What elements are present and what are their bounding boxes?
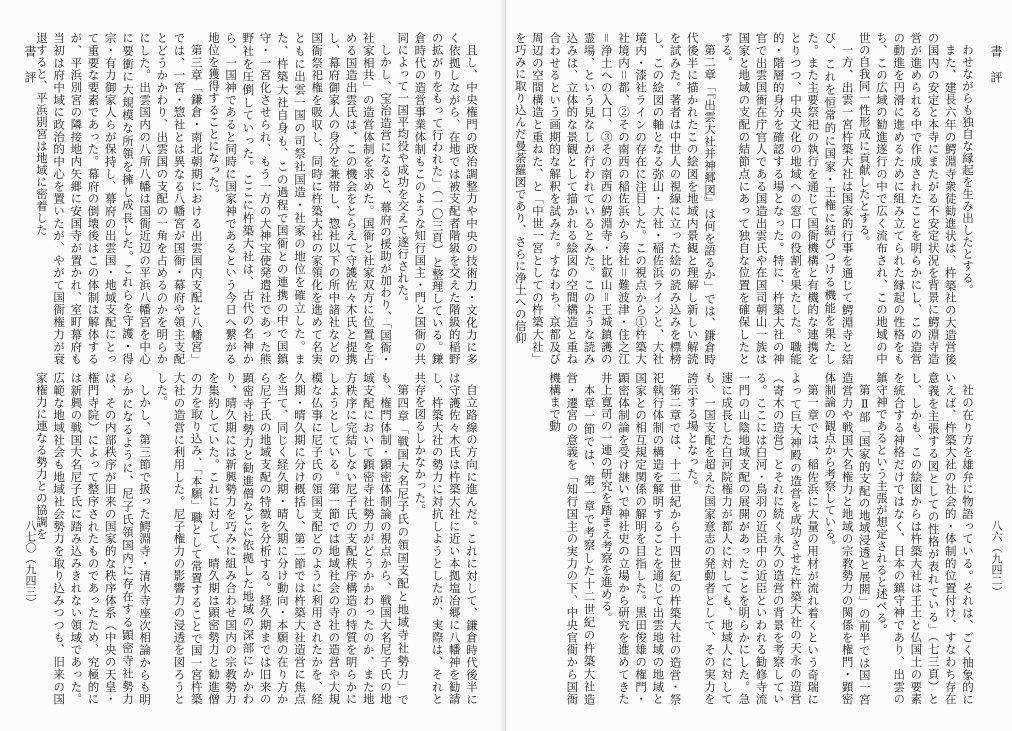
right-page — [506, 0, 1012, 731]
paragraph: 第二章「『出雲大社并神郷図』は何を語るか」では、鎌倉時代後半に描かれたこの絵図を地域内景観と理解し新しい解読を試みた。著者は中世人の視線に立った絵の読み込みを標榜し、この絵図の軸となる弥山・大社・稲佐浜ラインと、大社境内・漆社ラインの存在に注目した。この視点から①杵築大社境内＝都、②その南西の稲佐浜から湊社＝難波津・住之江＝浄土への入口、③その南西の鰐淵寺・比叡山＝王城鎮護の霊場、という見なしが行われているとみた。このような読み込みは、立体的な景観として描かれる絵図の空間構造と重ね合わせるという画期的な解釈を試みた。すなわち、京都及び周辺の空間構造と重ねた、と「中世一宮としての杵築大社」を巧みに取り込んだ曼荼羅図であり、さらに浄土への信仰 — [513, 32, 717, 365]
right-lower-text-block — [548, 372, 976, 706]
paragraph: 一方、出雲一宮杵築大社は国家的行事を通じて鰐淵寺と結び、これを恒常的に国家・王権に結びつける機能を果たした。また主要祭祀の執行を通じて国衙機構と有機的な連携をとりつつ、中央文化の地域への窓口の役割を果たした。職能的・階層的身分を確認する場となった。特に、杵築大社の神官で出雲国衙在庁官人である国造出雲氏や在国司朝山一族は国家と地域の支配の結節点にあって独自な位置を確保したとする。 — [720, 32, 855, 365]
left-upper-text-block — [34, 32, 480, 366]
right-page-number: 八六（九四二） — [990, 520, 1003, 597]
paragraph: わせながらも独自な縁起を生み出したとする。 — [961, 43, 975, 296]
paragraph: 且し、中央権門の政治調整力や中央の技術力・文化力に多く依拠しながら、在地では被支配者階級を交えた階級的稲野の拡がりをもって行われた」（一〇三頁）と整理している。鎌倉時代の造営事業体制もこのような知行国主・門と国衙の共同によって一国平均役や成功を交えて遂行された。 — [396, 32, 479, 365]
right-running-header: 書評 — [989, 45, 1003, 97]
paragraph: しかし、第三節で扱った鰐淵寺・清水寺座次相論からも明らかになるように、尼子氏領国内に存在する顕密寺社勢力は、その内部秩序が旧来の国家的な秩序体系（中央の天皇・権門寺院）によって整序されたものであったため、究極的には新興の戦国大名尼子氏に踏み込みきれない領域であった。広範な地域社会も地域社会勢力を取り込みつつも、旧来の国家権力に連なる勢力との協調を — [34, 372, 153, 705]
left-running-header: 書評 — [23, 45, 37, 97]
paragraph: 本章一節では、第一章で考察した十二世紀の杵築大社造営・遷宮の意義を「知行国主の実力の下、中央官衙から国衙機構まで動 — [548, 372, 597, 705]
paragraph: 第Ⅱ部「国家的支配の地域浸透と展開」の前半では国一宮造営力や戦国大名権力と地域の宗教勢力の関係を権門・顕密体制論の観点から考察している。 — [823, 372, 872, 705]
right-upper-text-block — [513, 32, 976, 366]
paragraph: 第三章「鎌倉・南北朝期における出雲国内支配と八幡宮」では、一宮・惣社とは異なる八幡宮が国衙・幕府や領主支配とどうかかわり、出雲国の支配の一角を占めるのかを明らかにした。出雲国内の八所八幡は国衙近辺の平浜八幡宮を中心に要衝に大規模な所領を擁し成長した。これらを守護・得宗・有力御家人らが保持し、幕府の出雲国・地域支配にとって重要な要素であった。幕府の倒壊後はこの体制は解体するが、平浜別宮の隣接地内矢郷に安国寺が置かれ、室町幕府も当初は府中域に政治的中心を置いたが、やがて国衙権力が衰退すると、平浜別宮は地域に密着した — [34, 32, 204, 366]
left-page-number: 八七〇（九四三） — [24, 520, 37, 608]
paragraph: 第二章では、十二世紀から十四世紀の杵築大社の造営・祭祀執行体制の構造を解明することを通じて出雲地域の地域と国家との相互規定関係の解明を目指した。黒田俊雄の権門・顕密体制論を受け継いで神社史の立場から研究を進めてきた井上寛司の一連の研究を踏まえ考察を進める。 — [599, 372, 683, 706]
paragraph: 自立路線の方向に進んだ。これに対して、鎌倉時代後半には守護佐々木氏は杵築大社に近い本拠塩冶郷に八幡神を勧請し、杵築大社の勢力に対抗しようとしたが、実際は、それと共存を図るしかなかった。 — [413, 372, 479, 705]
paragraph: また、建長六年の鰐淵寺衆徒勧進状は、杵築社の大造営後の国内の安定と本寺にまたがる不安定状況を背景に鰐淵寺造営が進められる中で作成されたことを明らかにし、この造営の動進を円滑に進めるために組み立てられた縁起の性格をもち、この広域の勧進遂行の中で広く流布され、この地域の中世の自我同一性形成に貢献したとする。 — [857, 32, 958, 366]
paragraph: 第四章「戦国大名尼子氏の領国支配と地域寺社勢力」でも、権門体制・顕密体制論の視点から、戦国大名尼子氏の地域支配において顕密寺社勢力がどうかかわったのか、また地方秩序に完結しない尼子氏の支配秩序構造の特質を明らかにしようとしている。第一節では地域社会の寺社の造営や大規模な仏事に尼子氏の領国支配どのように利用されたかを、経久期・晴久期に分け概括し、第二節では杵築大社造営に焦点を当て、同じく経久期・晴久期に分け動向・本願の在り方から尼子氏の地域支配の特徴を分析する。経久期までは旧来の顕密寺社勢力と勧進僧などに依拠した地域の深部にかかわり、晴久期には新興勢力を巧みに組み合わせ国内の宗教勢力を集約していた。これに対して、晴久期は顕密勢力と勧進僧の力を取り込み、「本願」職として常置することで国一宮杵築大社の造営に利用した。尼子権力の影響力の浸透を図ろうとした。 — [155, 372, 411, 705]
left-lower-text-block — [34, 372, 480, 705]
paragraph: しかし、宝治造営になると、幕府の援助が加わり、「国衙・社家相共」の造営体制を求めた。国衙と社家双方に位置を占める国造出雲氏は、この機会をとらえて守護佐々木氏と提携し、幕府御家人の身分を兼帯し、惣社以下の所中諸社などの国衙祭祀権を吸収し、同時に杵築大社の家領化を進めて名実ともに出雲一国の司祭社国造・社家の地位を確立した。また、杵築大社自身も、この過程で国衙との連携の中で国鎮守・一宮化させられ、もう一方の大神宝使発遣社であった熊野社を圧倒していった。ここに杵築大社は、古代の名神から、一国神であると同時に国家神であるという今日へ繋がる地位を獲得することになった。 — [206, 32, 393, 365]
paragraph: 社の在り方を雄弁に物語っている。それは、ごく抽象的にいえば、杵築大社の社会的・体制的位置付け、すなわち存在意義を主張する図としての性格が表れている」（七三頁）とし、しかも、この絵図からは杵築大社は王土と仏国土の要素を統合する神格だけではなく、日本の鎮守神であり、出雲の鎮守神であるという主張が想定されると述べる。 — [874, 372, 975, 705]
paragraph: 第一章では、稲佐浜に大量の用材が流れ着くという奇瑞によって巨大神殿の造営を成功させた杵築大社の天永の造営（寄木の造営）とそれに続く永久の造営の背景を考察している。ここには白河・鳥羽の近臣中の近臣といわれる勧修寺流一門の山陰地域支配の展開があったことを明らかにした。急速に成長した白河院権力が都人に対しても、地域人に対しても、一国支配を超えた国家意志の発動者として、その実力を誇示する場となった。 — [685, 372, 821, 705]
